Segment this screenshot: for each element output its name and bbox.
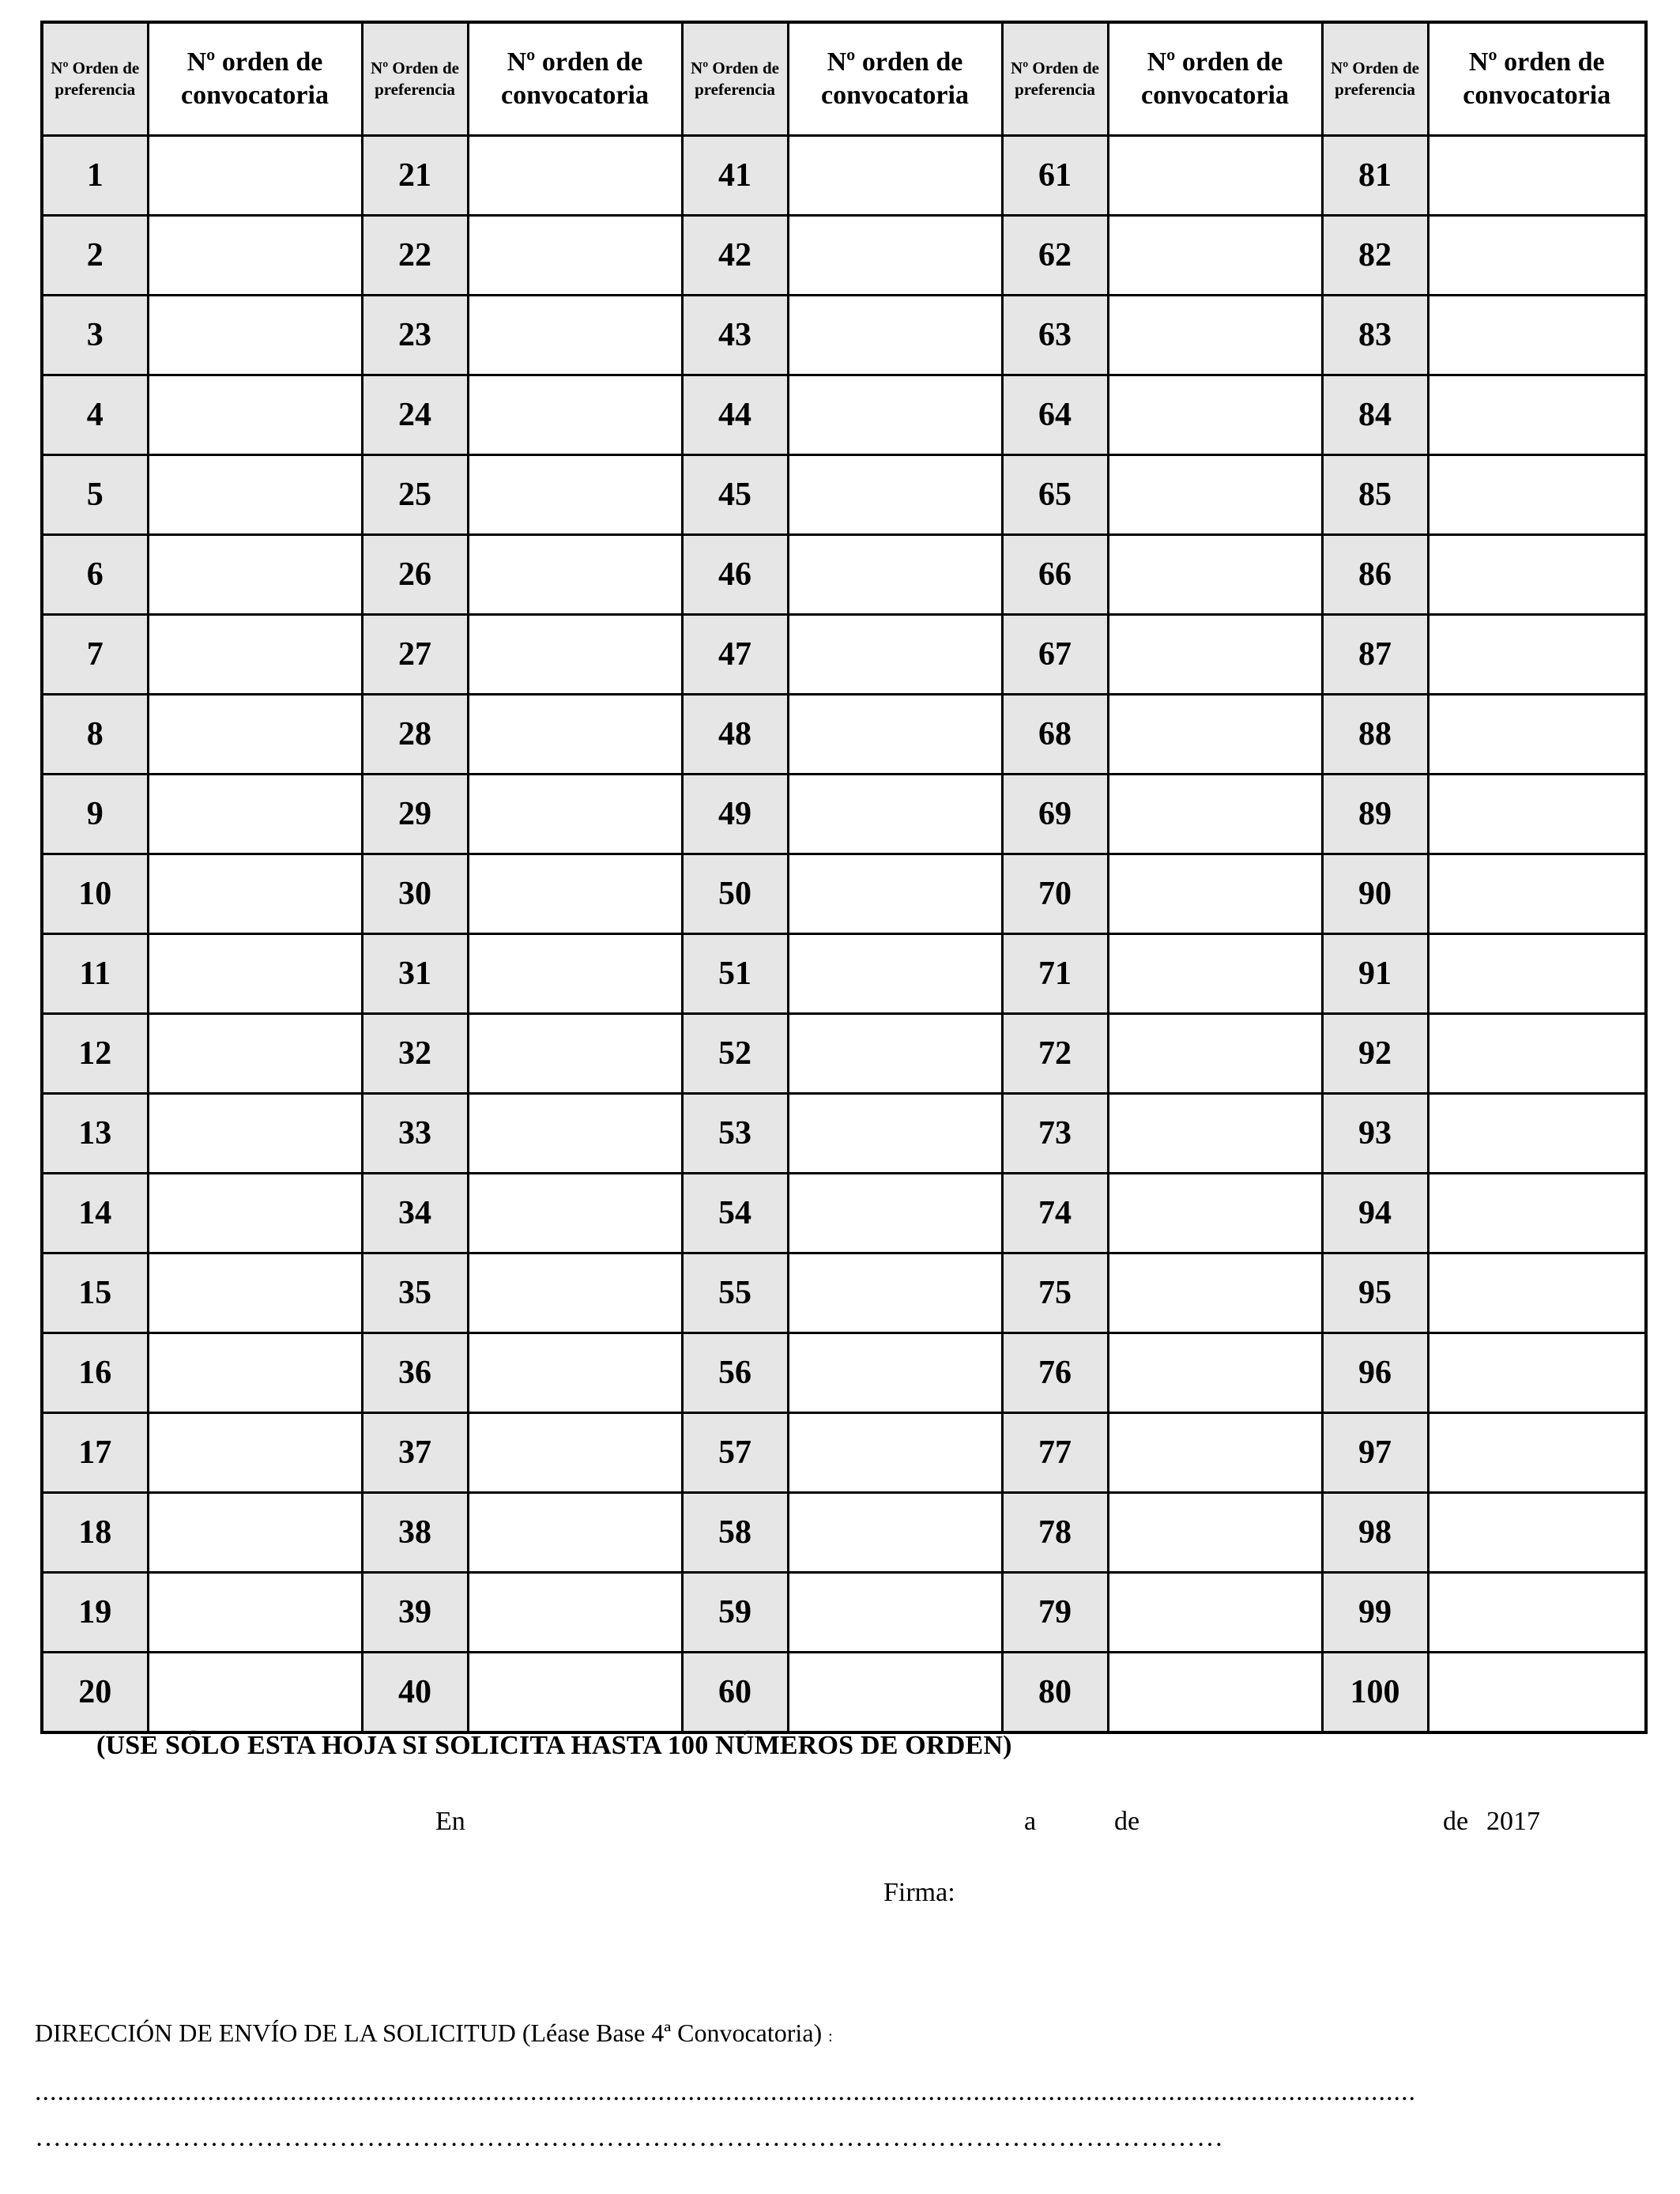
convocatoria-entry-cell[interactable] — [148, 934, 362, 1014]
address-colon: : — [828, 2028, 833, 2045]
preference-number: 72 — [1002, 1014, 1108, 1094]
preference-number: 45 — [682, 455, 788, 535]
preference-number: 28 — [362, 695, 468, 775]
convocatoria-entry-cell[interactable] — [1428, 1333, 1646, 1413]
convocatoria-entry-cell[interactable] — [148, 136, 362, 216]
table-row — [42, 1094, 1646, 1174]
preference-number: 80 — [1002, 1653, 1108, 1733]
preference-number: 7 — [42, 615, 148, 695]
preference-number: 30 — [362, 854, 468, 934]
preference-number: 4 — [42, 375, 148, 455]
convocatoria-entry-cell[interactable] — [468, 136, 682, 216]
preference-number: 90 — [1322, 854, 1428, 934]
convocatoria-entry-cell[interactable] — [788, 695, 1002, 775]
table-row — [42, 1413, 1646, 1493]
address-label — [35, 2019, 833, 2048]
header-convocatoria: Nº orden de convocatoria — [468, 22, 682, 136]
convocatoria-entry-cell[interactable] — [148, 695, 362, 775]
preference-number: 62 — [1002, 216, 1108, 296]
preference-number: 19 — [42, 1573, 148, 1653]
table-row — [42, 535, 1646, 615]
convocatoria-entry-cell[interactable] — [788, 1493, 1002, 1573]
table-row — [42, 854, 1646, 934]
preference-number: 38 — [362, 1493, 468, 1573]
convocatoria-entry-cell[interactable] — [1428, 1573, 1646, 1653]
table-row — [42, 1014, 1646, 1094]
preference-number: 29 — [362, 775, 468, 854]
convocatoria-entry-cell[interactable] — [148, 775, 362, 854]
preference-number: 58 — [682, 1493, 788, 1573]
convocatoria-entry-cell[interactable] — [1108, 216, 1322, 296]
convocatoria-entry-cell[interactable] — [148, 1413, 362, 1493]
convocatoria-entry-cell[interactable] — [468, 1493, 682, 1573]
convocatoria-entry-cell[interactable] — [788, 615, 1002, 695]
convocatoria-entry-cell[interactable] — [468, 1573, 682, 1653]
preference-number: 84 — [1322, 375, 1428, 455]
convocatoria-entry-cell[interactable] — [1428, 136, 1646, 216]
preference-number: 49 — [682, 775, 788, 854]
date-de-label-2: de — [1443, 1807, 1469, 1836]
convocatoria-entry-cell[interactable] — [1428, 455, 1646, 535]
preference-number: 2 — [42, 216, 148, 296]
preference-number: 12 — [42, 1014, 148, 1094]
preference-number: 92 — [1322, 1014, 1428, 1094]
preference-number: 22 — [362, 216, 468, 296]
preference-number: 18 — [42, 1493, 148, 1573]
convocatoria-entry-cell[interactable] — [148, 615, 362, 695]
preference-number: 37 — [362, 1413, 468, 1493]
preference-number: 63 — [1002, 296, 1108, 375]
convocatoria-entry-cell[interactable] — [1108, 695, 1322, 775]
convocatoria-entry-cell[interactable] — [1428, 1174, 1646, 1253]
convocatoria-entry-cell[interactable] — [468, 1174, 682, 1253]
preference-number: 43 — [682, 296, 788, 375]
convocatoria-entry-cell[interactable] — [788, 775, 1002, 854]
preference-number: 27 — [362, 615, 468, 695]
table-row — [42, 934, 1646, 1014]
preference-number: 86 — [1322, 535, 1428, 615]
preference-number: 20 — [42, 1653, 148, 1733]
convocatoria-entry-cell[interactable] — [468, 615, 682, 695]
convocatoria-entry-cell[interactable] — [468, 1413, 682, 1493]
preference-number: 65 — [1002, 455, 1108, 535]
header-convocatoria: Nº orden de convocatoria — [1428, 22, 1646, 136]
preference-number: 17 — [42, 1413, 148, 1493]
preference-number: 32 — [362, 1014, 468, 1094]
convocatoria-entry-cell[interactable] — [1108, 1493, 1322, 1573]
preference-number: 73 — [1002, 1094, 1108, 1174]
date-en-label: En — [435, 1807, 465, 1836]
convocatoria-entry-cell[interactable] — [148, 296, 362, 375]
preference-number: 59 — [682, 1573, 788, 1653]
convocatoria-entry-cell[interactable] — [788, 1094, 1002, 1174]
preference-number: 99 — [1322, 1573, 1428, 1653]
preference-number: 97 — [1322, 1413, 1428, 1493]
table-row — [42, 1493, 1646, 1573]
preference-number: 76 — [1002, 1333, 1108, 1413]
convocatoria-entry-cell[interactable] — [468, 854, 682, 934]
preference-number: 5 — [42, 455, 148, 535]
preference-number: 42 — [682, 216, 788, 296]
preference-number: 96 — [1322, 1333, 1428, 1413]
preference-number: 54 — [682, 1174, 788, 1253]
convocatoria-entry-cell[interactable] — [1428, 934, 1646, 1014]
preference-number: 66 — [1002, 535, 1108, 615]
convocatoria-entry-cell[interactable] — [1108, 854, 1322, 934]
convocatoria-entry-cell[interactable] — [148, 535, 362, 615]
convocatoria-entry-cell[interactable] — [788, 1253, 1002, 1333]
preference-number: 16 — [42, 1333, 148, 1413]
table-row — [42, 1653, 1646, 1733]
preference-number: 88 — [1322, 695, 1428, 775]
table-row — [42, 375, 1646, 455]
preference-number: 35 — [362, 1253, 468, 1333]
convocatoria-entry-cell[interactable] — [788, 1014, 1002, 1094]
preference-number: 91 — [1322, 934, 1428, 1014]
convocatoria-entry-cell[interactable] — [148, 1094, 362, 1174]
preference-number: 44 — [682, 375, 788, 455]
table-row — [42, 695, 1646, 775]
preference-number: 8 — [42, 695, 148, 775]
preference-number: 71 — [1002, 934, 1108, 1014]
preference-number: 9 — [42, 775, 148, 854]
convocatoria-entry-cell[interactable] — [148, 1174, 362, 1253]
convocatoria-entry-cell[interactable] — [468, 775, 682, 854]
preference-number: 68 — [1002, 695, 1108, 775]
preference-number: 24 — [362, 375, 468, 455]
preference-number: 74 — [1002, 1174, 1108, 1253]
convocatoria-entry-cell[interactable] — [788, 1573, 1002, 1653]
preference-number: 6 — [42, 535, 148, 615]
convocatoria-entry-cell[interactable] — [148, 854, 362, 934]
preference-number: 39 — [362, 1573, 468, 1653]
preference-number: 81 — [1322, 136, 1428, 216]
preference-number: 47 — [682, 615, 788, 695]
preference-number: 3 — [42, 296, 148, 375]
convocatoria-entry-cell[interactable] — [788, 854, 1002, 934]
convocatoria-entry-cell[interactable] — [788, 136, 1002, 216]
convocatoria-entry-cell[interactable] — [468, 1653, 682, 1733]
preference-number: 21 — [362, 136, 468, 216]
preference-number: 83 — [1322, 296, 1428, 375]
table-row — [42, 1253, 1646, 1333]
preference-number: 40 — [362, 1653, 468, 1733]
preference-number: 48 — [682, 695, 788, 775]
convocatoria-entry-cell[interactable] — [148, 375, 362, 455]
preference-number: 93 — [1322, 1094, 1428, 1174]
convocatoria-entry-cell[interactable] — [788, 1413, 1002, 1493]
convocatoria-entry-cell[interactable] — [788, 375, 1002, 455]
convocatoria-entry-cell[interactable] — [148, 1253, 362, 1333]
convocatoria-entry-cell[interactable] — [1428, 535, 1646, 615]
convocatoria-entry-cell[interactable] — [788, 1174, 1002, 1253]
preference-number: 85 — [1322, 455, 1428, 535]
convocatoria-entry-cell[interactable] — [468, 375, 682, 455]
convocatoria-entry-cell[interactable] — [1108, 615, 1322, 695]
preference-number: 33 — [362, 1094, 468, 1174]
table-row — [42, 1573, 1646, 1653]
table-row — [42, 455, 1646, 535]
convocatoria-entry-cell[interactable] — [1108, 136, 1322, 216]
preference-number: 82 — [1322, 216, 1428, 296]
convocatoria-entry-cell[interactable] — [468, 1333, 682, 1413]
convocatoria-entry-cell[interactable] — [788, 934, 1002, 1014]
header-preference: Nº Orden de preferencia — [682, 22, 788, 136]
convocatoria-entry-cell[interactable] — [1428, 296, 1646, 375]
convocatoria-entry-cell[interactable] — [468, 695, 682, 775]
convocatoria-entry-cell[interactable] — [1428, 1653, 1646, 1733]
convocatoria-entry-cell[interactable] — [468, 1014, 682, 1094]
convocatoria-entry-cell[interactable] — [788, 216, 1002, 296]
header-convocatoria: Nº orden de convocatoria — [788, 22, 1002, 136]
convocatoria-entry-cell[interactable] — [1428, 1413, 1646, 1493]
preference-number: 57 — [682, 1413, 788, 1493]
table-row — [42, 216, 1646, 296]
address-label-text: DIRECCIÓN DE ENVÍO DE LA SOLICITUD (Léase Base 4ª Convocatoria) — [35, 2019, 823, 2047]
convocatoria-entry-cell[interactable] — [148, 455, 362, 535]
header-preference: Nº Orden de preferencia — [1322, 22, 1428, 136]
convocatoria-entry-cell[interactable] — [1428, 1094, 1646, 1174]
convocatoria-entry-cell[interactable] — [1108, 1573, 1322, 1653]
convocatoria-entry-cell[interactable] — [148, 1014, 362, 1094]
convocatoria-entry-cell[interactable] — [468, 934, 682, 1014]
convocatoria-entry-cell[interactable] — [1108, 1413, 1322, 1493]
table-row — [42, 775, 1646, 854]
convocatoria-entry-cell[interactable] — [1108, 455, 1322, 535]
header-preference: Nº Orden de preferencia — [1002, 22, 1108, 136]
convocatoria-entry-cell[interactable] — [1428, 775, 1646, 854]
preference-number: 26 — [362, 535, 468, 615]
convocatoria-entry-cell[interactable] — [468, 1094, 682, 1174]
convocatoria-entry-cell[interactable] — [468, 455, 682, 535]
preference-number: 14 — [42, 1174, 148, 1253]
preference-number: 55 — [682, 1253, 788, 1333]
convocatoria-entry-cell[interactable] — [788, 1333, 1002, 1413]
convocatoria-entry-cell[interactable] — [1108, 1014, 1322, 1094]
convocatoria-entry-cell[interactable] — [1108, 1653, 1322, 1733]
preference-number: 61 — [1002, 136, 1108, 216]
convocatoria-entry-cell[interactable] — [148, 1653, 362, 1733]
convocatoria-entry-cell[interactable] — [788, 535, 1002, 615]
preference-table — [40, 21, 1648, 1734]
preference-number: 36 — [362, 1333, 468, 1413]
address-line-2[interactable]: ………………………………………………………………………………………………………………… — [35, 2123, 1224, 2152]
convocatoria-entry-cell[interactable] — [1428, 375, 1646, 455]
usage-note: (USE SÓLO ESTA HOJA SI SOLICITA HASTA 100 NÚMEROS DE ORDEN) — [96, 1731, 1012, 1760]
convocatoria-entry-cell[interactable] — [1428, 695, 1646, 775]
preference-number: 94 — [1322, 1174, 1428, 1253]
preference-number: 75 — [1002, 1253, 1108, 1333]
convocatoria-entry-cell[interactable] — [1428, 1014, 1646, 1094]
preference-number: 87 — [1322, 615, 1428, 695]
convocatoria-entry-cell[interactable] — [148, 216, 362, 296]
preference-number: 77 — [1002, 1413, 1108, 1493]
convocatoria-entry-cell[interactable] — [1108, 375, 1322, 455]
preference-number: 89 — [1322, 775, 1428, 854]
convocatoria-entry-cell[interactable] — [468, 535, 682, 615]
preference-number: 15 — [42, 1253, 148, 1333]
convocatoria-entry-cell[interactable] — [788, 296, 1002, 375]
preference-number: 51 — [682, 934, 788, 1014]
date-year: 2017 — [1486, 1807, 1540, 1836]
signature-label: Firma: — [883, 1878, 955, 1907]
preference-number: 79 — [1002, 1573, 1108, 1653]
preference-number: 31 — [362, 934, 468, 1014]
preference-number: 60 — [682, 1653, 788, 1733]
table-header-row — [42, 22, 1646, 136]
preference-number: 10 — [42, 854, 148, 934]
convocatoria-entry-cell[interactable] — [1428, 1253, 1646, 1333]
preference-number: 25 — [362, 455, 468, 535]
header-preference: Nº Orden de preferencia — [362, 22, 468, 136]
preference-number: 78 — [1002, 1493, 1108, 1573]
convocatoria-entry-cell[interactable] — [468, 1253, 682, 1333]
preference-number: 70 — [1002, 854, 1108, 934]
convocatoria-entry-cell[interactable] — [1108, 1094, 1322, 1174]
convocatoria-entry-cell[interactable] — [1108, 1253, 1322, 1333]
convocatoria-entry-cell[interactable] — [1428, 615, 1646, 695]
convocatoria-entry-cell[interactable] — [788, 455, 1002, 535]
preference-number: 11 — [42, 934, 148, 1014]
preference-number: 56 — [682, 1333, 788, 1413]
preference-number: 46 — [682, 535, 788, 615]
preference-number: 1 — [42, 136, 148, 216]
convocatoria-entry-cell[interactable] — [1428, 1493, 1646, 1573]
table-row — [42, 615, 1646, 695]
convocatoria-entry-cell[interactable] — [1108, 775, 1322, 854]
convocatoria-entry-cell[interactable] — [1428, 854, 1646, 934]
preference-number: 64 — [1002, 375, 1108, 455]
address-line-1[interactable]: ........................................................................................................................................................................................ — [35, 2077, 1416, 2106]
preference-number: 100 — [1322, 1653, 1428, 1733]
header-preference: Nº Orden de preferencia — [42, 22, 148, 136]
convocatoria-entry-cell[interactable] — [148, 1333, 362, 1413]
preference-number: 98 — [1322, 1493, 1428, 1573]
convocatoria-entry-cell[interactable] — [1108, 1333, 1322, 1413]
convocatoria-entry-cell[interactable] — [468, 296, 682, 375]
preference-number: 13 — [42, 1094, 148, 1174]
preference-number: 41 — [682, 136, 788, 216]
table-row — [42, 1333, 1646, 1413]
convocatoria-entry-cell[interactable] — [148, 1573, 362, 1653]
preference-number: 95 — [1322, 1253, 1428, 1333]
preference-number: 52 — [682, 1014, 788, 1094]
preference-number: 53 — [682, 1094, 788, 1174]
preference-number: 67 — [1002, 615, 1108, 695]
header-convocatoria: Nº orden de convocatoria — [148, 22, 362, 136]
header-convocatoria: Nº orden de convocatoria — [1108, 22, 1322, 136]
table-row — [42, 296, 1646, 375]
convocatoria-entry-cell[interactable] — [1108, 296, 1322, 375]
preference-number: 69 — [1002, 775, 1108, 854]
table-row — [42, 136, 1646, 216]
convocatoria-entry-cell[interactable] — [788, 1653, 1002, 1733]
preference-number: 34 — [362, 1174, 468, 1253]
convocatoria-entry-cell[interactable] — [468, 216, 682, 296]
convocatoria-entry-cell[interactable] — [1108, 934, 1322, 1014]
date-a-label: a — [1024, 1807, 1037, 1836]
table-row — [42, 1174, 1646, 1253]
preference-number: 50 — [682, 854, 788, 934]
date-de-label: de — [1114, 1807, 1140, 1836]
convocatoria-entry-cell[interactable] — [1108, 1174, 1322, 1253]
convocatoria-entry-cell[interactable] — [148, 1493, 362, 1573]
preference-number: 23 — [362, 296, 468, 375]
convocatoria-entry-cell[interactable] — [1428, 216, 1646, 296]
convocatoria-entry-cell[interactable] — [1108, 535, 1322, 615]
